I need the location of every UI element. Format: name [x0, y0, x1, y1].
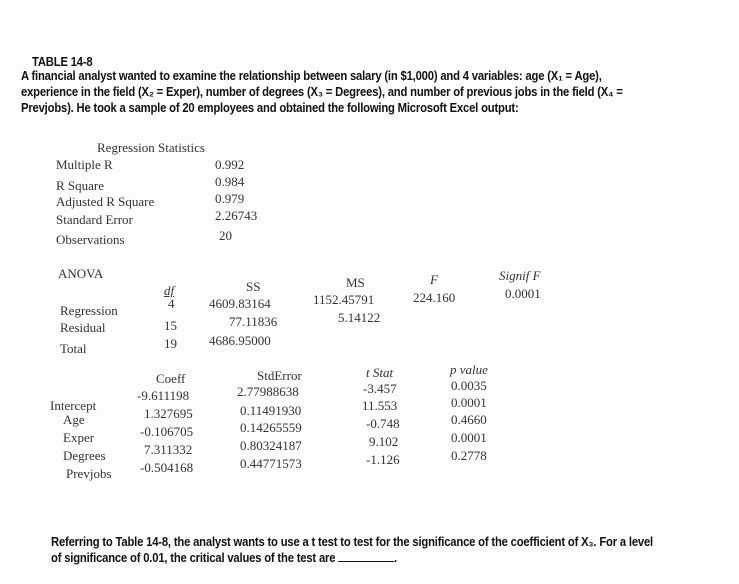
- stat-label: Standard Error: [56, 212, 133, 227]
- coef-cell: -0.748: [366, 416, 400, 431]
- coef-cell: 0.11491930: [240, 403, 302, 418]
- coef-cell: -3.457: [363, 381, 397, 396]
- coef-cell: 11.553: [362, 398, 398, 413]
- answer-blank: [338, 551, 394, 562]
- coef-cell: 9.102: [369, 434, 399, 449]
- coef-cell: 0.0035: [451, 378, 487, 393]
- anova-cell: 5.14122: [338, 310, 381, 325]
- coef-cell: 0.0001: [451, 430, 487, 445]
- anova-cell: 4: [168, 296, 175, 311]
- question-line-1: Referring to Table 14-8, the analyst wants to use a t test to test for the significance of the coefficient of X₃. For a level: [51, 535, 654, 549]
- coef-cell: -9.611198: [137, 388, 190, 403]
- stat-value: 2.26743: [215, 208, 258, 223]
- coef-cell: -1.126: [366, 452, 400, 467]
- anova-cell: 15: [164, 318, 177, 333]
- coef-row-label: Age: [63, 412, 85, 427]
- coef-cell: 0.80324187: [240, 438, 302, 453]
- question-line-2-end: .: [394, 551, 398, 565]
- coef-header-stderr: StdError: [257, 368, 302, 383]
- coef-cell: 0.44771573: [240, 456, 302, 471]
- anova-header-ms: MS: [346, 275, 365, 290]
- stat-value: 20: [219, 228, 232, 243]
- anova-cell: 4609.83164: [209, 296, 271, 311]
- anova-row-label: Regression: [60, 303, 118, 318]
- coef-cell: -0.504168: [140, 460, 194, 475]
- stat-label: Multiple R: [56, 157, 113, 172]
- stat-value: 0.979: [215, 191, 245, 206]
- coef-cell: 0.4660: [451, 412, 487, 427]
- stat-label: Observations: [56, 232, 125, 247]
- coef-row-label: Degrees: [63, 448, 106, 463]
- problem-text-line-1: A financial analyst wanted to examine the relationship between salary (in $1,000) and 4 variables: age (X₁ = Age),: [21, 69, 602, 83]
- anova-title: ANOVA: [58, 266, 104, 281]
- coef-cell: 1.327695: [144, 406, 193, 421]
- anova-header-ss: SS: [246, 279, 261, 294]
- coef-header-pvalue: p value: [450, 362, 488, 377]
- anova-cell: 19: [164, 336, 177, 351]
- anova-cell: 224.160: [413, 290, 456, 305]
- anova-cell: 1152.45791: [313, 292, 375, 307]
- stat-label: R Square: [56, 178, 105, 193]
- coef-cell: 2.77988638: [237, 384, 299, 399]
- coef-row-label: Exper: [63, 430, 95, 445]
- coef-header-tstat: t Stat: [366, 365, 394, 380]
- anova-cell: 4686.95000: [209, 333, 271, 348]
- stat-value: 0.984: [215, 174, 245, 189]
- coef-cell: 0.14265559: [240, 420, 302, 435]
- stat-label: Adjusted R Square: [56, 194, 155, 209]
- coef-header-coeff: Coeff: [156, 371, 186, 386]
- coef-cell: 0.2778: [451, 448, 487, 463]
- regression-statistics-title: Regression Statistics: [97, 140, 205, 155]
- anova-header-f: F: [430, 272, 438, 287]
- anova-cell: 77.11836: [229, 314, 278, 329]
- coef-cell: 0.0001: [451, 395, 487, 410]
- anova-header-signif-f: Signif F: [499, 268, 541, 283]
- coef-cell: -0.106705: [140, 424, 194, 439]
- problem-text-line-2: experience in the field (X₂ = Exper), number of degrees (X₃ = Degrees), and number of previous jobs in the field (X₄ =: [21, 85, 623, 99]
- problem-text-line-3: Prevjobs). He took a sample of 20 employees and obtained the following Microsoft Excel output:: [21, 101, 519, 115]
- coef-row-label: Intercept: [50, 398, 97, 413]
- anova-cell: 0.0001: [505, 286, 541, 301]
- question-line-2: [51, 551, 397, 565]
- anova-header-df: df: [164, 283, 175, 298]
- stat-value: 0.992: [215, 157, 245, 172]
- question-line-2-text: of significance of 0.01, the critical values of the test are: [51, 551, 336, 565]
- anova-row-label: Total: [60, 341, 87, 356]
- table-label: TABLE 14-8: [32, 55, 93, 69]
- coef-cell: 7.311332: [144, 442, 193, 457]
- coef-row-label: Prevjobs: [66, 466, 112, 481]
- anova-row-label: Residual: [60, 320, 106, 335]
